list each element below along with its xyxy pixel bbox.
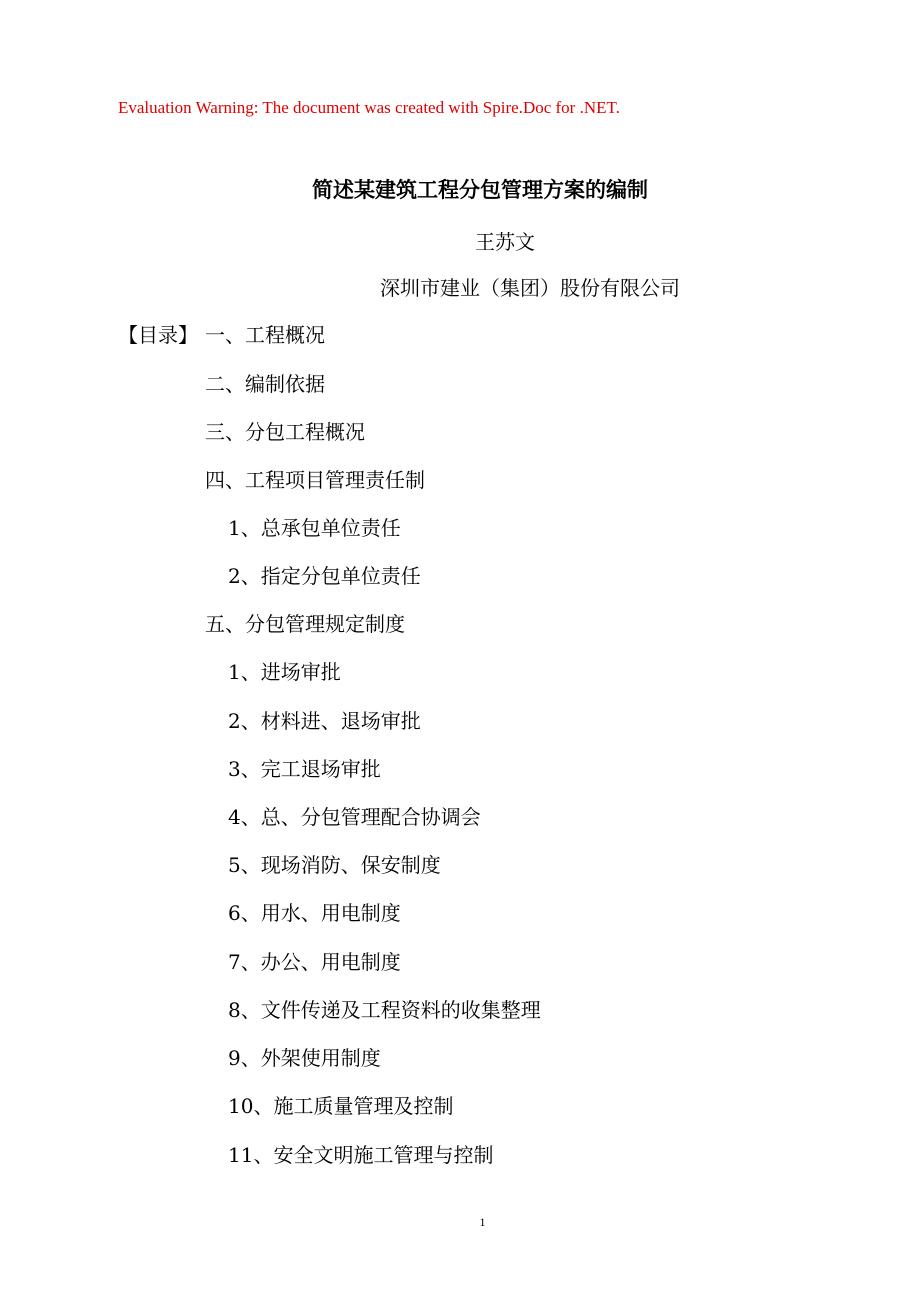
company-name: 深圳市建业（集团）股份有限公司 [380,276,680,300]
toc-item: 二、编制依据 [205,372,325,396]
toc-subitem: 1、进场审批 [228,660,341,684]
toc-subitem: 3、完工退场审批 [228,757,381,781]
toc-subitem: 8、文件传递及工程资料的收集整理 [228,998,541,1022]
toc-item: 一、工程概况 [205,323,325,347]
toc-subitem: 1、总承包单位责任 [228,516,401,540]
toc-subitem: 5、现场消防、保安制度 [228,853,441,877]
toc-subitem: 10、施工质量管理及控制 [228,1094,454,1118]
toc-item: 四、工程项目管理责任制 [205,468,425,492]
document-title: 简述某建筑工程分包管理方案的编制 [312,177,648,202]
toc-subitem: 4、总、分包管理配合协调会 [228,805,481,829]
page-number: 1 [479,1215,486,1229]
toc-item: 三、分包工程概况 [205,420,365,444]
toc-item: 五、分包管理规定制度 [205,612,405,636]
toc-label: 【目录】 [118,323,198,347]
evaluation-warning: Evaluation Warning: The document was created with Spire.Doc for .NET. [118,98,620,117]
toc-subitem: 6、用水、用电制度 [228,901,401,925]
toc-subitem: 7、办公、用电制度 [228,950,401,974]
toc-subitem: 2、指定分包单位责任 [228,564,421,588]
toc-subitem: 2、材料进、退场审批 [228,709,421,733]
toc-subitem: 11、安全文明施工管理与控制 [228,1143,494,1167]
author-name: 王苏文 [475,230,535,254]
toc-subitem: 9、外架使用制度 [228,1046,381,1070]
